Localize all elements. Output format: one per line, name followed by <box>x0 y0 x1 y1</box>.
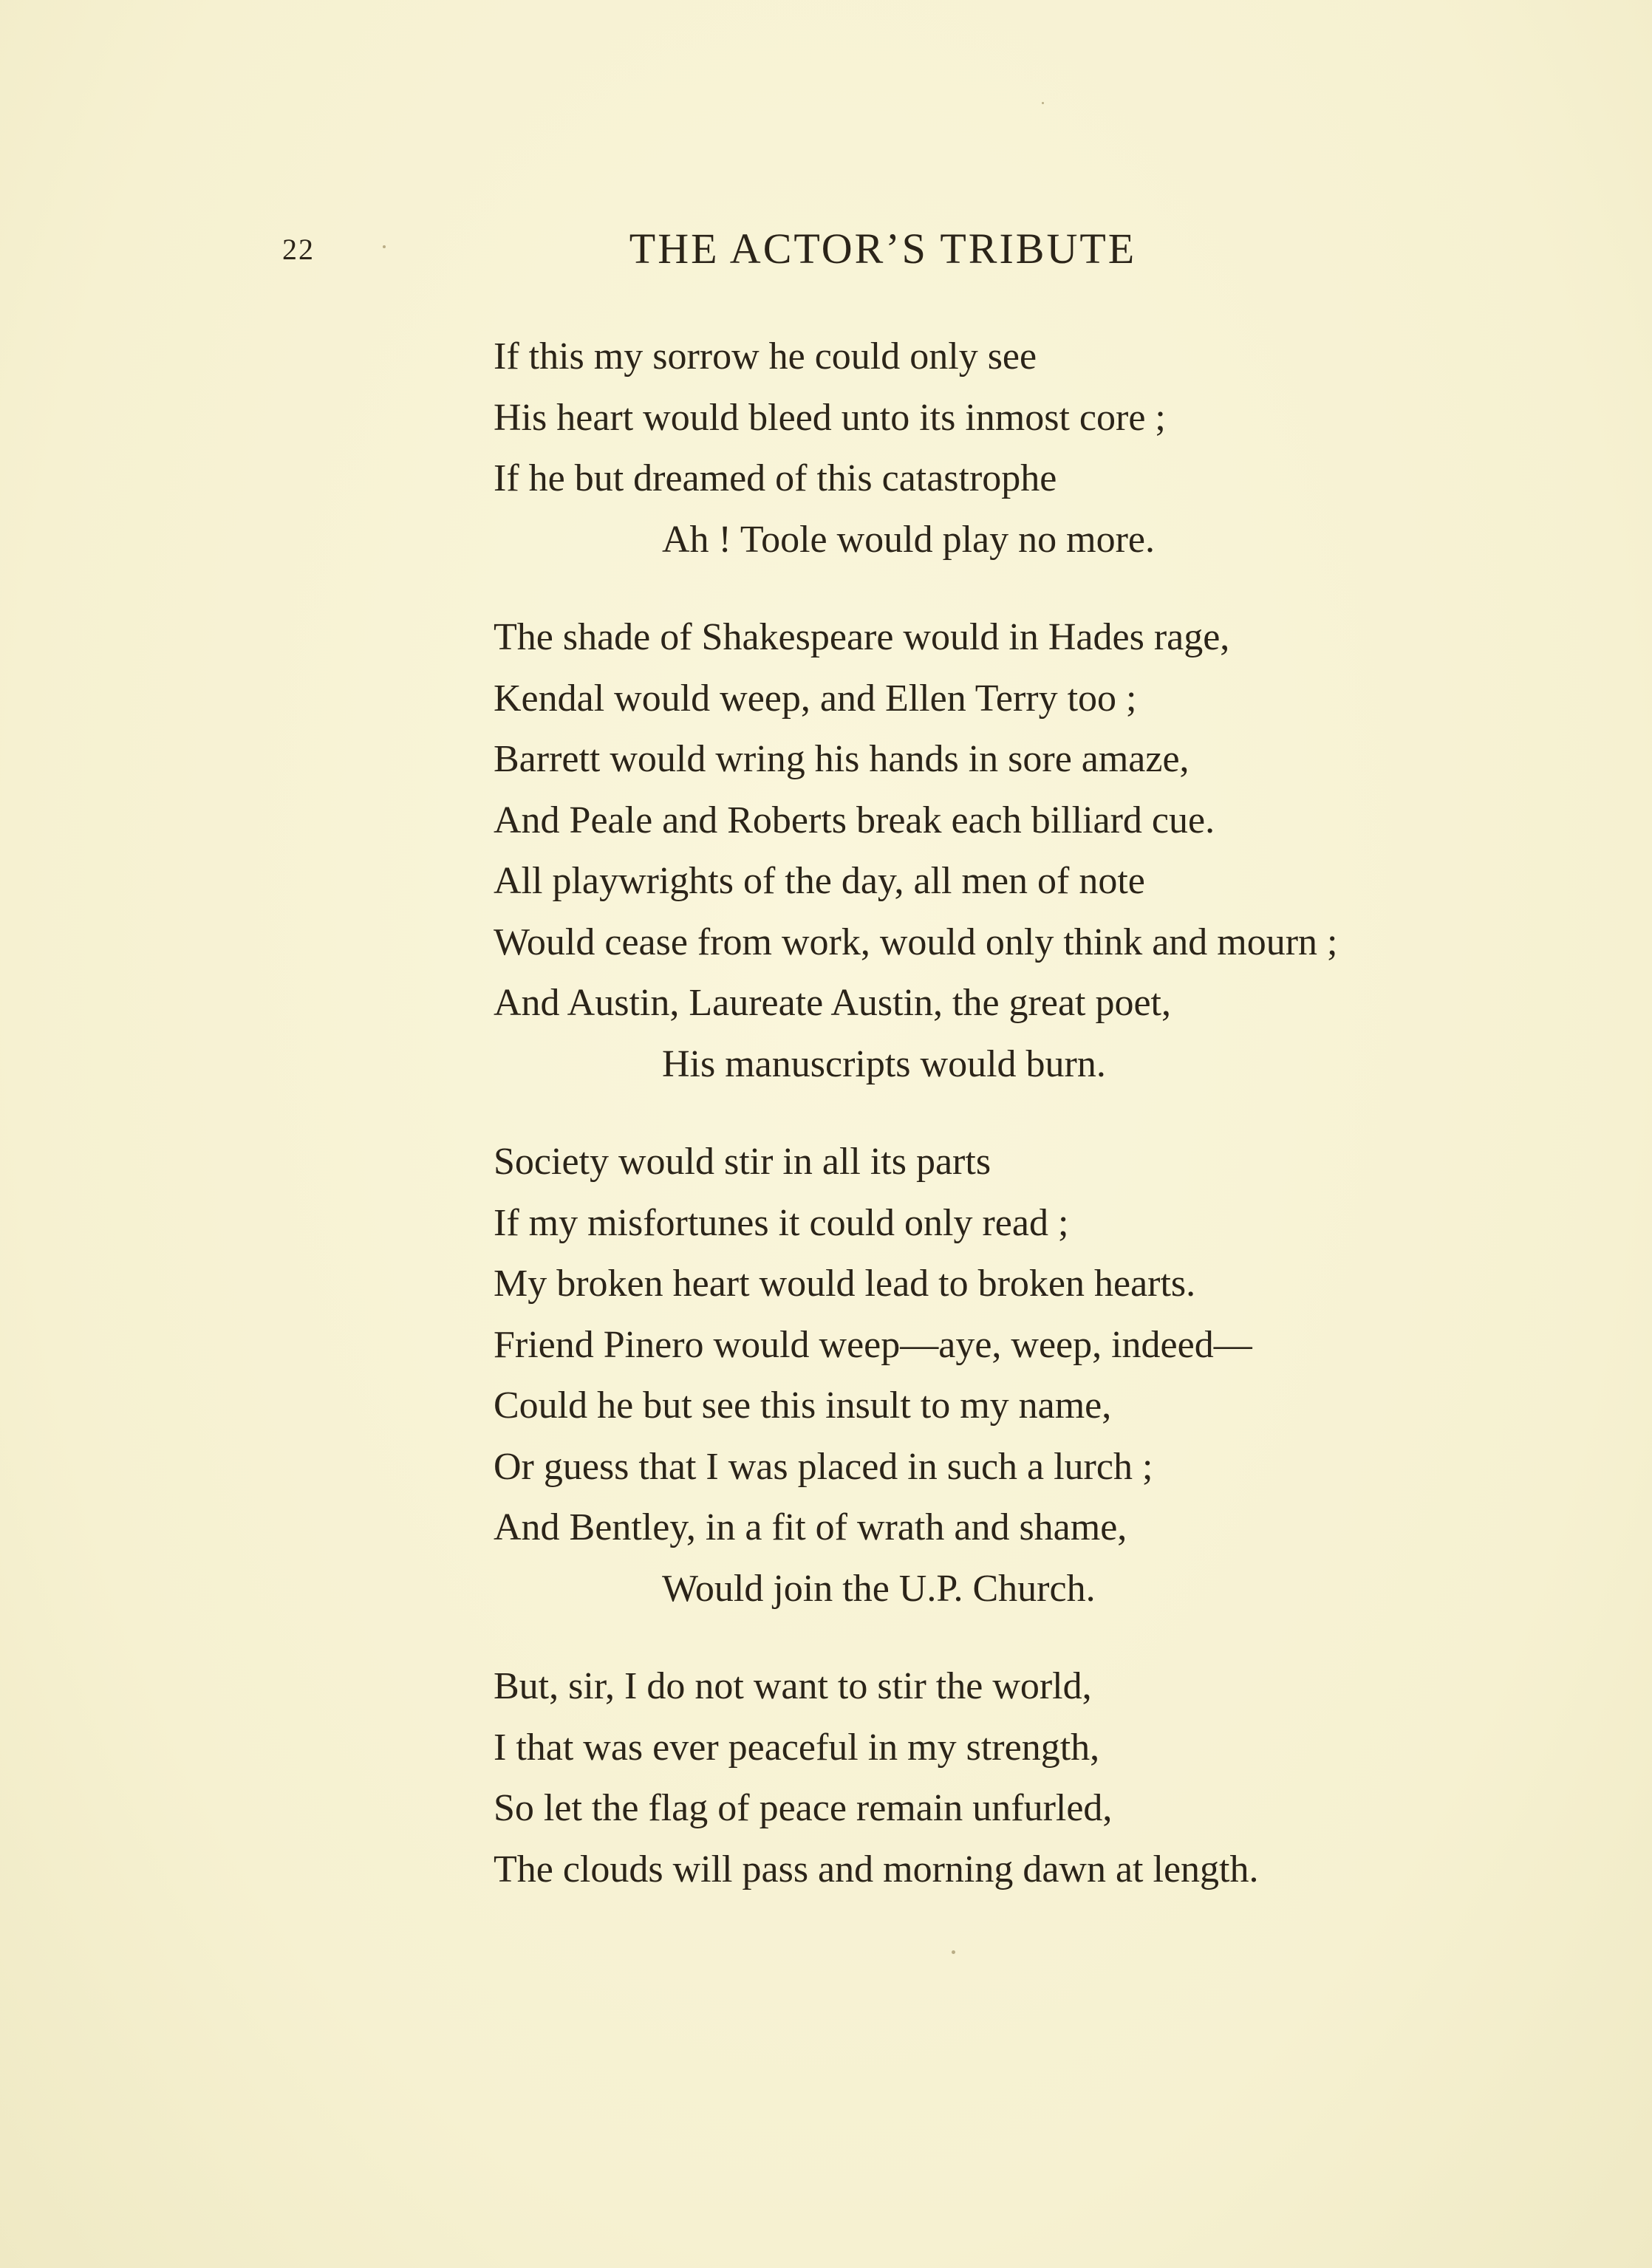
poem-line: And Austin, Laureate Austin, the great poet, <box>494 982 1172 1024</box>
poem-line: Or guess that I was placed in such a lurch ; <box>494 1445 1153 1488</box>
poem-line: His heart would bleed unto its inmost core ; <box>494 396 1166 439</box>
poem-line: Would cease from work, would only think and mourn ; <box>494 920 1338 963</box>
poem <box>494 327 1602 1937</box>
poem-line: If this my sorrow he could only see <box>494 335 1037 378</box>
poem-line: Kendal would weep, and Ellen Terry too ; <box>494 677 1137 720</box>
poem-line: Could he but see this insult to my name, <box>494 1384 1112 1427</box>
stanza-1 <box>494 327 1602 570</box>
poem-line: And Peale and Roberts break each billiard cue. <box>494 799 1215 841</box>
poem-line: And Bentley, in a fit of wrath and shame, <box>494 1506 1127 1548</box>
stanza-2 <box>494 607 1602 1095</box>
paper-speck <box>1042 102 1044 104</box>
poem-line: Society would stir in all its parts <box>494 1141 991 1183</box>
poem-line: All playwrights of the day, all men of note <box>494 860 1145 902</box>
stanza-3 <box>494 1132 1602 1619</box>
stanza-4 <box>494 1656 1602 1900</box>
running-title: THE ACTOR’S TRIBUTE <box>629 225 1137 273</box>
poem-line: Friend Pinero would weep—aye, weep, indeed— <box>494 1323 1252 1366</box>
poem-line: The shade of Shakespeare would in Hades rage, <box>494 616 1230 658</box>
poem-line-indented: Would join the U.P. Church. <box>662 1567 1096 1610</box>
poem-line: Barrett would wring his hands in sore amaze, <box>494 738 1189 780</box>
poem-line: But, sir, I do not want to stir the world, <box>494 1665 1092 1707</box>
paper-speck <box>383 245 386 248</box>
poem-line-indented: His manuscripts would burn. <box>662 1042 1106 1085</box>
poem-line: I that was ever peaceful in my strength, <box>494 1726 1100 1769</box>
poem-line-indented: Ah ! Toole would play no more. <box>662 518 1155 561</box>
page-number: 22 <box>282 233 315 266</box>
paper-speck <box>952 1950 955 1954</box>
poem-line: My broken heart would lead to broken hearts. <box>494 1263 1196 1305</box>
poem-line: If he but dreamed of this catastrophe <box>494 457 1057 499</box>
poem-line: The clouds will pass and morning dawn at length. <box>494 1848 1259 1890</box>
poem-line: So let the flag of peace remain unfurled, <box>494 1787 1113 1829</box>
poem-line: If my misfortunes it could only read ; <box>494 1201 1069 1244</box>
